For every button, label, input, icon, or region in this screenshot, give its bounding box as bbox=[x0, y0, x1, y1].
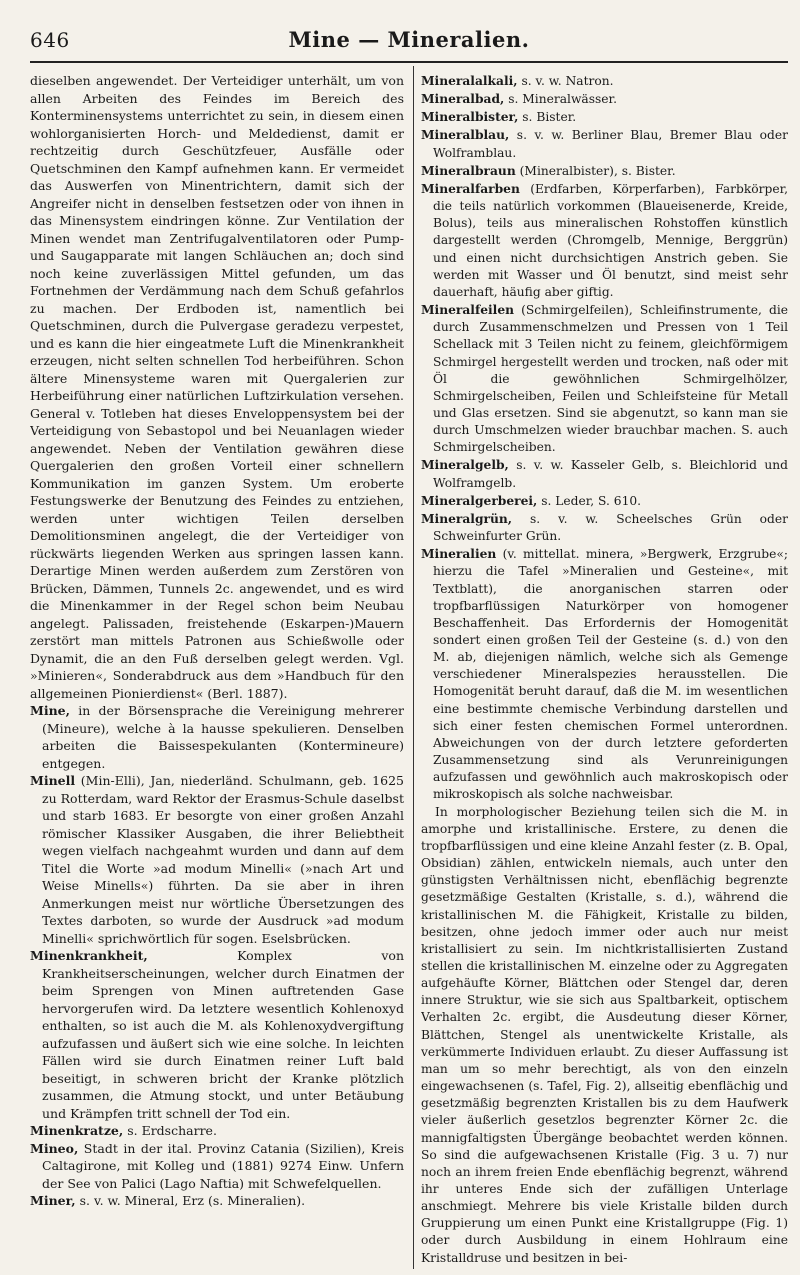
entry-text: Komplex von Krankheitserscheinungen, welcher durch Einatmen der beim Sprengen von Minen auftretenden Gase hervorgerufen wird. Da letztere wesentlich Kohlenoxyd enthalten, so ist auch die M. als Kohlenoxydvergiftung aufzufassen und äußert sich wie eine solche. In leichten Fällen wird sie durch Einatmen reiner Luft bald beseitigt, in schweren bricht der Kranke plötzlich zusammen, die Atmung stockt, und unter Betäubung und Krämpfen tritt schnell der Tod ein. bbox=[42, 948, 404, 1121]
entry-text: s. v. w. Kasseler Gelb, s. Bleichlorid und Wolframgelb. bbox=[433, 458, 788, 490]
dictionary-entry bbox=[30, 772, 404, 947]
entry-headword: Mineralgrün, bbox=[421, 510, 513, 526]
continued-paragraph: dieselben angewendet. Der Verteidiger unterhält, um von allen Arbeiten des Feindes im Bereich des Konterminensystems unterrichtet zu sein, in diesem einen wohlorganisierten Horch- und Meldedienst, damit er rechtzeitig durch Geschützfeuer, Ausfälle oder Quetschminen den Kampf aufnehmen kann. Er vermeidet das Auswerfen von Minentrichtern, damit sich der Angreifer nicht in denselben festsetzen oder von ihnen in das Minensystem eindringen könne. Zur Ventilation der Minen wendet man Zentrifugalventilatoren oder Pump- und Saugapparate mit langen Schläuchen an; doch sind noch keine zuverlässigen Mittel gefunden, um das Fortnehmen der Verdämmung nach dem Schuß gefahrlos zu machen. Der Erdboden ist, namentlich bei Quetschminen, durch die Pulvergase geradezu verpestet, und es kann die hier eingeatmete Luft die Minenkrankheit erzeugen, nicht selten schnellen Tod herbeiführen. Schon ältere Minensysteme waren mit Quergalerien zur Herbeiführung einer natürlichen Luftzirkulation versehen. General v. Totleben hat dieses Enveloppensystem bei der Verteidigung von Sebastopol und bei Neuanlagen wieder angewendet. Neben der Ventilation gewähren diese Quergalerien den großen Vorteil einer schnellern Kommunikation im ganzen System. Um eroberte Festungswerke der Benutzung des Feindes zu entziehen, werden unter wichtigen Teilen derselben Demolitionsminen angelegt, die der Verteidiger von rückwärts liegenden Werken aus springen lassen kann. Derartige Minen werden außerdem zum Zerstören von Brücken, Dämmen, Tunnels 2c. angewendet, und es wird die Minenkammer in der Regel schon beim Neubau angelegt. Palissaden, freistehende (Eskarpen-)Mauern zerstört man mittels Patronen aus Schießwolle oder Dynamit, die an den Fuß derselben gelegt werden. Vgl. »Minieren«, Sonderabdruck aus dem »Handbuch für den allgemeinen Pionierdienst« (Berl. 1887). bbox=[30, 73, 404, 701]
entry-headword: Mineralgelb, bbox=[421, 457, 509, 473]
entry-text: (Min-Elli), Jan, niederländ. Schulmann, geb. 1625 zu Rotterdam, ward Rektor der Erasmus-Schule daselbst und starb 1683. Er besorgte von einer großen Anzahl römischer Klassiker Ausgaben, die ihrer Beliebtheit wegen vielfach nachgeahmt wurden und dann auf dem Titel die Worte »ad modum Minelli« (»nach Art und Weise Minells«) führten. Da sie aber in ihren Anmerkungen meist nur wörtliche Übersetzungen des Textes darboten, so wurde der Ausdruck »ad modum Minelli« sprichwörtlich für sogen. Eselsbrücken. bbox=[42, 773, 404, 946]
dictionary-entry bbox=[30, 702, 404, 772]
entry-headword: Mineralblau, bbox=[421, 127, 510, 143]
entry-text: s. Erdscharre. bbox=[123, 1123, 217, 1138]
entry-headword: Minenkrankheit, bbox=[30, 948, 148, 963]
dictionary-entry bbox=[421, 510, 788, 545]
entry-text: (Erdfarben, Körperfarben), Farbkörper, die teils natürlich vorkommen (Blaueisenerde, Kreide, Bolus), teils aus mineralischen Rohstoffen künstlich dargestellt werden (Chromgelb, Mennige, Berggrün) und einen nicht durchsichtigen Anstrich geben. Sie werden mit Wasser und Öl benutzt, sind meist sehr dauerhaft, häufig aber giftig. bbox=[433, 181, 788, 299]
running-head: Mine — Mineralien. bbox=[288, 26, 530, 52]
entry-text: (v. mittellat. minera, »Bergwerk, Erzgrube«; hierzu die Tafel »Mineralien und Gesteine«, mit Textblatt), die anorganischen starren oder tropfbarflüssigen Naturkörper von homogener Beschaffenheit. Das Erfordernis der Homogenität sondert einen großen Teil der Gesteine (s. d.) von den M. ab, diejenigen nämlich, welche sich als Gemenge verschiedener Mineralspezies herausstellen. Die Homogenität beruht darauf, daß die M. im wesentlichen eine bestimmte chemische Verbindung darstellen und sich einer festen chemischen Formel unterordnen. Abweichungen von der durch letztere geforderten Zusammensetzung sind als Verunreinigungen aufzufassen und gewöhnlich auch makroskopisch oder mikroskopisch als solche nachweisbar. bbox=[433, 547, 788, 802]
entry-headword: Miner, bbox=[30, 1193, 76, 1208]
header-rule bbox=[30, 61, 788, 63]
dictionary-entry bbox=[30, 1192, 404, 1210]
entry-headword: Mineralgerberei, bbox=[421, 492, 538, 508]
entry-text: s. Leder, S. 610. bbox=[537, 493, 642, 508]
entry-headword: Mineo, bbox=[30, 1140, 79, 1156]
entry-headword: Minell bbox=[30, 773, 76, 788]
entry-headword: Mineralfarben bbox=[421, 180, 520, 196]
dictionary-entry bbox=[421, 108, 788, 126]
entry-text: s. v. w. Berliner Blau, Bremer Blau oder Wolframblau. bbox=[433, 128, 788, 160]
entry-text: s. Mineralwässer. bbox=[504, 92, 617, 107]
dictionary-entry bbox=[30, 1140, 404, 1193]
dictionary-entry bbox=[421, 456, 788, 491]
entry-headword: Minenkratze, bbox=[30, 1123, 124, 1138]
right-column bbox=[421, 72, 788, 1268]
dictionary-entry bbox=[421, 492, 788, 510]
entry-text: in der Börsensprache die Vereinigung mehrerer (Mineure), welche à la hausse spekulieren. Denselben arbeiten die Baissespekulanten (Kontermineure) entgegen. bbox=[42, 703, 404, 771]
dictionary-entry bbox=[421, 180, 788, 301]
entry-headword: Mineralien bbox=[421, 546, 497, 562]
dictionary-entry bbox=[30, 1122, 404, 1140]
dictionary-entry bbox=[421, 72, 788, 90]
entry-text: s. v. w. Natron. bbox=[517, 74, 614, 88]
paragraph: In morphologischer Beziehung teilen sich die M. in amorphe und kristallinische. Erstere, zu denen die tropfbarflüssigen und eine kleine Anzahl fester (z. B. Opal, Obsidian) zählen, entwickeln niemals, auch unter den günstigsten Verhältnissen nicht, ebenflächig begrenzte gesetzmäßige Gestalten (Kristalle, s. d.), während die kristallinischen M. die Fähigkeit, Kristalle zu bilden, besitzen, ohne jedoch immer oder auch nur meist kristallisiert zu sein. Im nichtkristallisierten Zustand stellen die kristallinischen M. einzelne oder zu Aggregaten aufgehäufte Körner, Blättchen oder Stengel dar, deren innere Struktur, wie sie sich aus Spaltbarkeit, optischem Verhalten 2c. ergibt, die Ausdeutung dieser Körner, Blättchen, Stengel als unentwickelte Kristalle, als verkümmerte Individuen erlaubt. Zu dieser Auffassung ist man um so mehr berechtigt, als von den einzeln eingewachsenen (s. Tafel, Fig. 2), allseitig ebenflächig und gesetzmäßig begrenzten Kristallen bis zu dem Haufwerk vieler äußerlich gesetzlos begrenzter Körner 2c. die mannigfaltigsten Übergänge beobachtet werden können. So sind die aufgewachsenen Kristalle (Fig. 3 u. 7) nur noch an ihrem freien Ende ebenflächig begrenzt, während ihr unteres Ende sich der zufälligen Unterlage anschmiegt. Mehrere bis viele Kristalle bilden durch Gruppierung um einen Punkt eine Kristallgruppe (Fig. 1) oder durch Ausbildung in einem Hohlraum eine Kristalldruse und besitzen in bei- bbox=[421, 804, 788, 1265]
page-number: 646 bbox=[30, 28, 70, 52]
entry-text: s. v. w. Mineral, Erz (s. Mineralien). bbox=[75, 1193, 306, 1208]
entry-headword: Mineralbraun bbox=[421, 162, 516, 178]
left-column bbox=[30, 72, 404, 1268]
entry-text: s. Bister. bbox=[518, 110, 577, 125]
entry-text: (Mineralbister), s. Bister. bbox=[515, 163, 676, 178]
entry-headword: Mineralfeilen bbox=[421, 302, 515, 318]
column-divider bbox=[413, 66, 414, 1269]
entry-text: (Schmirgelfeilen), Schleifinstrumente, die durch Zusammenschmelzen und Pressen von 1 Teil Schellack mit 3 Teilen nicht zu feinem, gleichförmigem Schmirgel hergestellt werden und trocken, naß oder mit Öl die gewöhnlichen Schmirgelhölzer, Schmirgelscheiben, Feilen und Schleifsteine für Metall und Glas ersetzen. Sind sie abgenutzt, so kann man sie durch Umschmelzen wieder brauchbar machen. S. auch Schmirgelscheiben. bbox=[433, 303, 788, 455]
dictionary-entry bbox=[30, 947, 404, 1122]
entry-text: s. v. w. Scheelsches Grün oder Schweinfurter Grün. bbox=[433, 511, 788, 544]
dictionary-entry bbox=[421, 90, 788, 108]
dictionary-entry bbox=[421, 301, 788, 456]
entry-text: Stadt in der ital. Provinz Catania (Sizilien), Kreis Caltagirone, mit Kolleg und (1881) 9274 Einw. Unfern der See von Palici (Lago Naftia) mit Schwefelquellen. bbox=[42, 1140, 404, 1191]
entry-headword: Mineralbister, bbox=[421, 109, 519, 125]
dictionary-entry bbox=[421, 126, 788, 161]
page-header bbox=[30, 20, 788, 58]
dictionary-entry bbox=[421, 545, 788, 803]
entry-headword: Mineralbad, bbox=[421, 91, 505, 107]
dictionary-entry bbox=[421, 162, 788, 180]
entry-headword: Mineralalkali, bbox=[421, 73, 518, 88]
entry-headword: Mine, bbox=[30, 703, 70, 718]
